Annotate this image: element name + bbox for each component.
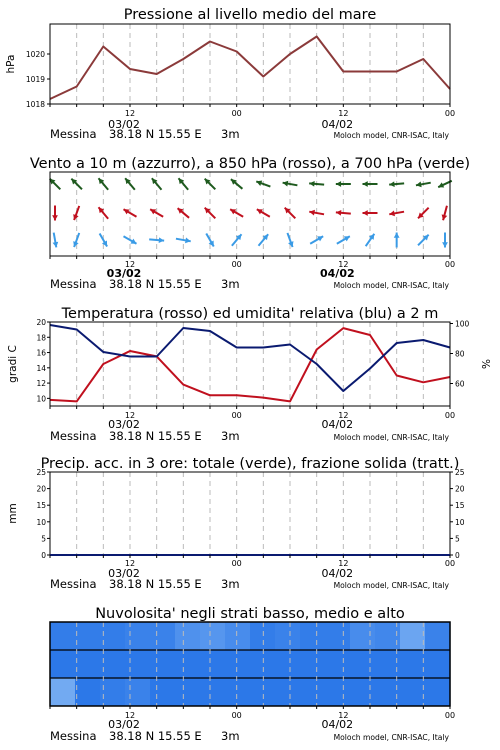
x-tick-label: 12 — [338, 411, 349, 420]
y-tick-label: 15 — [36, 501, 46, 511]
panel-title-precip: Precip. acc. in 3 ore: totale (verde), frazione solida (tratt.) — [40, 456, 460, 472]
x-tick-label: 12 — [338, 559, 349, 568]
y2-tick-label: 20 — [455, 484, 465, 494]
y-tick-label: 5 — [41, 534, 46, 544]
wind-arrow — [71, 179, 82, 190]
footer-credit: Moloch model, CNR-ISAC, Italy — [333, 581, 449, 590]
x-tick-label: 00 — [231, 711, 242, 720]
panel-precip — [7, 456, 465, 591]
x-tick-label: 00 — [444, 711, 456, 720]
cloud-cell — [225, 650, 251, 678]
y-tick-label: 1019 — [25, 75, 45, 84]
y-tick-label: 18 — [36, 333, 46, 343]
footer-credit: Moloch model, CNR-ISAC, Italy — [333, 733, 449, 742]
cloud-cell — [400, 650, 426, 678]
cloud-cell — [200, 650, 226, 678]
pressure-line — [50, 37, 450, 100]
footer-location: Messina — [50, 277, 97, 291]
footer-location: Messina — [50, 127, 97, 141]
cloud-cell — [300, 678, 326, 706]
cloud-cell — [75, 678, 101, 706]
x-tick-label: 12 — [338, 109, 349, 118]
cloud-cell — [200, 622, 226, 650]
x-date-label: 03/02 — [108, 418, 140, 431]
footer-coords: 38.18 N 15.55 E — [109, 277, 202, 291]
footer-elevation: 3m — [221, 127, 240, 141]
footer-elevation: 3m — [221, 577, 240, 591]
wind-arrow — [442, 206, 448, 220]
x-tick-label: 12 — [124, 711, 136, 720]
cloud-cell — [275, 678, 301, 706]
wind-arrow — [394, 233, 400, 248]
cloud-cell — [350, 650, 376, 678]
footer-location: Messina — [50, 429, 97, 443]
cloud-cell — [50, 650, 76, 678]
cloud-cell — [425, 678, 451, 706]
x-tick-label: 00 — [231, 109, 242, 118]
cloud-cell — [300, 622, 326, 650]
panel-wind — [30, 156, 470, 291]
cloud-cell — [100, 678, 126, 706]
footer-coords: 38.18 N 15.55 E — [109, 729, 202, 743]
x-date-label: 03/02 — [108, 567, 140, 580]
y2-tick-label: 80 — [455, 349, 465, 359]
x-date-label: 03/02 — [106, 267, 142, 280]
cloud-cell — [425, 622, 451, 650]
cloud-cell — [225, 622, 251, 650]
wind-arrow — [205, 208, 216, 219]
cloud-cell — [375, 678, 401, 706]
wind-arrow — [179, 178, 189, 189]
x-tick-label: 00 — [444, 559, 456, 568]
panel-temp_rh — [7, 306, 493, 443]
y-tick-label: 0 — [41, 551, 46, 560]
cloud-cell — [400, 622, 426, 650]
cloud-cell — [375, 650, 401, 678]
x-date-label: 04/02 — [321, 418, 354, 431]
footer-credit: Moloch model, CNR-ISAC, Italy — [333, 281, 449, 290]
wind-arrow — [285, 208, 296, 219]
cloud-cell — [75, 650, 101, 678]
y-axis-label: gradi C — [7, 345, 19, 383]
x-tick-label: 12 — [124, 411, 136, 420]
x-tick-label: 12 — [338, 260, 349, 269]
y2-tick-label: 25 — [455, 468, 465, 477]
cloud-cell — [225, 678, 251, 706]
x-tick-label: 12 — [124, 559, 136, 568]
cloud-cell — [125, 650, 151, 678]
x-date-label: 04/02 — [321, 718, 354, 731]
plot-frame — [50, 472, 450, 555]
x-date-label: 04/02 — [321, 118, 354, 131]
cloud-cell — [125, 622, 151, 650]
cloud-cell — [125, 678, 151, 706]
y-axis-label: mm — [7, 503, 19, 524]
cloud-cell — [250, 678, 276, 706]
x-tick-label: 00 — [444, 411, 456, 420]
x-date-label: 03/02 — [108, 118, 140, 131]
y2-tick-label: 60 — [455, 379, 465, 389]
x-tick-label: 00 — [231, 411, 242, 420]
footer-credit: Moloch model, CNR-ISAC, Italy — [333, 131, 449, 140]
panel-title-temp_rh: Temperatura (rosso) ed umidita' relativa (blu) a 2 m — [61, 306, 439, 322]
y-tick-label: 14 — [36, 363, 46, 373]
wind-arrow — [125, 178, 135, 189]
cloud-cell — [350, 678, 376, 706]
y-tick-label: 10 — [36, 394, 46, 404]
panel-title-cloud: Nuvolosita' negli strati basso, medio e alto — [95, 606, 405, 622]
y-tick-label: 16 — [36, 348, 46, 358]
footer-elevation: 3m — [221, 729, 240, 743]
cloud-cell — [150, 622, 176, 650]
cloud-cell — [250, 622, 276, 650]
cloud-cell — [325, 622, 351, 650]
cloud-cell — [50, 622, 76, 650]
footer-location: Messina — [50, 729, 97, 743]
cloud-cell — [75, 622, 101, 650]
cloud-cell — [50, 678, 76, 706]
wind-arrow — [52, 206, 58, 221]
x-tick-label: 12 — [338, 711, 349, 720]
x-tick-label: 12 — [124, 260, 136, 269]
wind-arrow — [231, 179, 242, 189]
y-tick-label: 1018 — [25, 100, 45, 109]
y2-tick-label: 15 — [455, 501, 465, 511]
y-tick-label: 12 — [36, 379, 46, 389]
x-tick-label: 00 — [444, 109, 456, 118]
cloud-cell — [400, 678, 426, 706]
x-date-label: 03/02 — [108, 718, 140, 731]
wind-arrow — [442, 233, 448, 248]
cloud-cell — [325, 678, 351, 706]
wind-arrow — [418, 235, 429, 246]
cloud-cell — [275, 622, 301, 650]
cloud-cell — [250, 650, 276, 678]
panel-title-pressure: Pressione al livello medio del mare — [123, 7, 377, 23]
y2-tick-label: 5 — [455, 534, 460, 544]
wind-arrow — [53, 233, 59, 248]
panel-pressure — [5, 7, 455, 141]
cloud-cell — [150, 650, 176, 678]
footer-coords: 38.18 N 15.55 E — [109, 577, 202, 591]
cloud-cell — [150, 678, 176, 706]
cloud-cell — [100, 622, 126, 650]
cloud-cell — [175, 622, 201, 650]
cloud-cell — [175, 650, 201, 678]
x-date-label: 04/02 — [321, 567, 354, 580]
humidity-line — [50, 325, 450, 391]
y2-axis-label: % — [481, 359, 493, 369]
y-axis-label: hPa — [5, 54, 17, 74]
footer-location: Messina — [50, 577, 97, 591]
x-date-label: 04/02 — [320, 267, 355, 280]
y2-tick-label: 100 — [455, 319, 470, 329]
y-tick-label: 10 — [36, 517, 46, 527]
cloud-cell — [275, 650, 301, 678]
footer-coords: 38.18 N 15.55 E — [109, 429, 202, 443]
cloud-cell — [325, 650, 351, 678]
footer-credit: Moloch model, CNR-ISAC, Italy — [333, 433, 449, 442]
footer-elevation: 3m — [221, 277, 240, 291]
wind-arrow — [99, 178, 109, 189]
footer-elevation: 3m — [221, 429, 240, 443]
y-tick-label: 1020 — [25, 50, 45, 59]
panel-cloud — [50, 606, 455, 743]
footer-coords: 38.18 N 15.55 E — [109, 127, 202, 141]
cloud-cell — [100, 650, 126, 678]
x-tick-label: 00 — [444, 260, 456, 269]
cloud-cell — [425, 650, 451, 678]
temperature-line — [50, 328, 450, 401]
x-tick-label: 00 — [231, 559, 242, 568]
wind-arrow — [205, 179, 216, 190]
y-tick-label: 20 — [36, 318, 46, 327]
y-tick-label: 20 — [36, 484, 46, 494]
y-tick-label: 25 — [36, 468, 46, 477]
x-tick-label: 12 — [124, 109, 136, 118]
wind-arrow — [152, 178, 162, 189]
x-tick-label: 00 — [231, 260, 242, 269]
cloud-cell — [200, 678, 226, 706]
wind-arrow — [50, 179, 61, 190]
cloud-cell — [175, 678, 201, 706]
panel-title-wind: Vento a 10 m (azzurro), a 850 hPa (rosso), a 700 hPa (verde) — [29, 156, 471, 172]
y2-tick-label: 0 — [455, 551, 460, 560]
cloud-cell — [350, 622, 376, 650]
y2-tick-label: 10 — [455, 517, 465, 527]
cloud-cell — [300, 650, 326, 678]
